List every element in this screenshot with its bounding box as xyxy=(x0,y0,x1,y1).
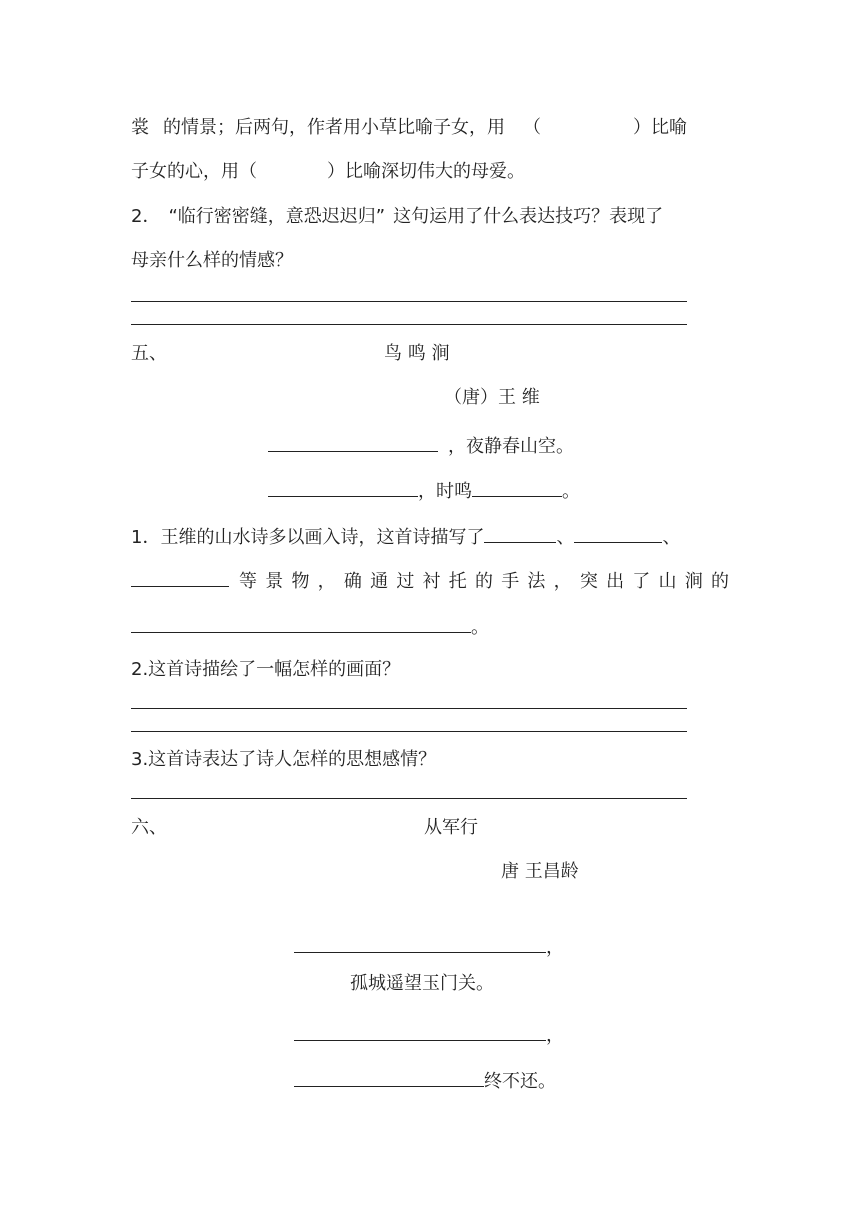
text: ）比喻 xyxy=(633,117,687,138)
s5-question-3: 3.这首诗表达了诗人怎样的思想感情？ xyxy=(131,749,437,770)
s5-question-2: 2.这首诗描绘了一幅怎样的画面？ xyxy=(131,659,401,680)
char: 的 xyxy=(474,571,493,592)
text: 1．王维的山水诗多以画入诗，这首诗描写了 xyxy=(131,527,485,548)
char: ， xyxy=(553,571,572,592)
text: 这句运用了什么表达技巧？表现了 xyxy=(393,206,664,227)
q1-continuation-line-1 xyxy=(131,116,687,140)
answer-line[interactable] xyxy=(131,324,687,325)
s5-question-1-end xyxy=(131,612,489,640)
poem-line-2: 孤城遥望玉门关。 xyxy=(350,973,494,994)
answer-line[interactable] xyxy=(131,731,687,732)
fill-blank[interactable] xyxy=(294,932,546,953)
poem-line-1 xyxy=(268,431,574,459)
char: 托 xyxy=(448,571,467,592)
fill-blank[interactable] xyxy=(268,476,418,497)
fill-blank[interactable] xyxy=(131,612,471,633)
text: （ xyxy=(523,117,541,138)
poem-line-3 xyxy=(294,1020,564,1048)
poem-author: 唐 王昌龄 xyxy=(501,861,579,882)
poem-title: 从军行 xyxy=(424,817,478,838)
justified-text xyxy=(239,570,729,594)
text: 子女的心，用（ xyxy=(131,161,257,182)
poem-line-2 xyxy=(268,476,580,504)
answer-line[interactable] xyxy=(131,798,687,799)
char: 法 xyxy=(527,571,546,592)
fill-blank[interactable] xyxy=(574,522,662,543)
poem-author: （唐）王 维 xyxy=(444,387,540,408)
char: 突 xyxy=(579,571,598,592)
char: 手 xyxy=(501,571,520,592)
char: 出 xyxy=(606,571,625,592)
question-2-cont xyxy=(131,249,293,273)
fill-blank[interactable] xyxy=(484,522,556,543)
char: 山 xyxy=(658,571,677,592)
fill-blank[interactable] xyxy=(472,476,562,497)
quoted-verse: “临行密密缝，意恐迟迟归” xyxy=(168,206,386,227)
s5-question-1 xyxy=(131,522,680,550)
poem-line-4 xyxy=(294,1066,556,1094)
section-number-6: 六、 xyxy=(131,817,167,838)
text: ，时鸣 xyxy=(418,481,472,502)
char: 物 xyxy=(291,571,310,592)
s5-question-1-cont xyxy=(131,566,729,594)
poem-line-1 xyxy=(294,932,564,960)
text: 、 xyxy=(556,527,575,548)
answer-line[interactable] xyxy=(131,708,687,709)
text: 的情景；后两句，作者用小草比喻子女，用 xyxy=(163,117,505,138)
fill-blank[interactable] xyxy=(131,566,229,587)
text: 。 xyxy=(471,617,489,638)
text: 终不还。 xyxy=(484,1071,556,1092)
char: 景 xyxy=(265,571,284,592)
text: 。 xyxy=(562,481,580,502)
text: 裳 xyxy=(131,117,149,138)
answer-line[interactable] xyxy=(131,301,687,302)
text: ）比喻深切伟大的母爱。 xyxy=(327,161,525,182)
char: 过 xyxy=(396,571,415,592)
fill-blank[interactable] xyxy=(268,431,438,452)
poem-title: 鸟 鸣 涧 xyxy=(384,343,450,364)
char: 涧 xyxy=(684,571,703,592)
q1-continuation-line-2 xyxy=(131,160,525,184)
char: 衬 xyxy=(422,571,441,592)
text: ， xyxy=(546,1025,564,1046)
text: ， xyxy=(546,937,564,958)
char: 的 xyxy=(710,571,729,592)
question-number: 2． xyxy=(131,206,161,227)
text: ，夜静春山空。 xyxy=(448,436,574,457)
char: 等 xyxy=(239,571,257,592)
char: 了 xyxy=(632,571,651,592)
text: 、 xyxy=(662,527,681,548)
char: 通 xyxy=(370,571,389,592)
fill-blank[interactable] xyxy=(294,1020,546,1041)
fill-blank[interactable] xyxy=(294,1066,484,1087)
text: 母亲什么样的情感？ xyxy=(131,250,293,271)
char: 确 xyxy=(343,571,362,592)
char: ， xyxy=(317,571,336,592)
question-2 xyxy=(131,205,663,229)
section-number-5: 五、 xyxy=(131,343,167,364)
